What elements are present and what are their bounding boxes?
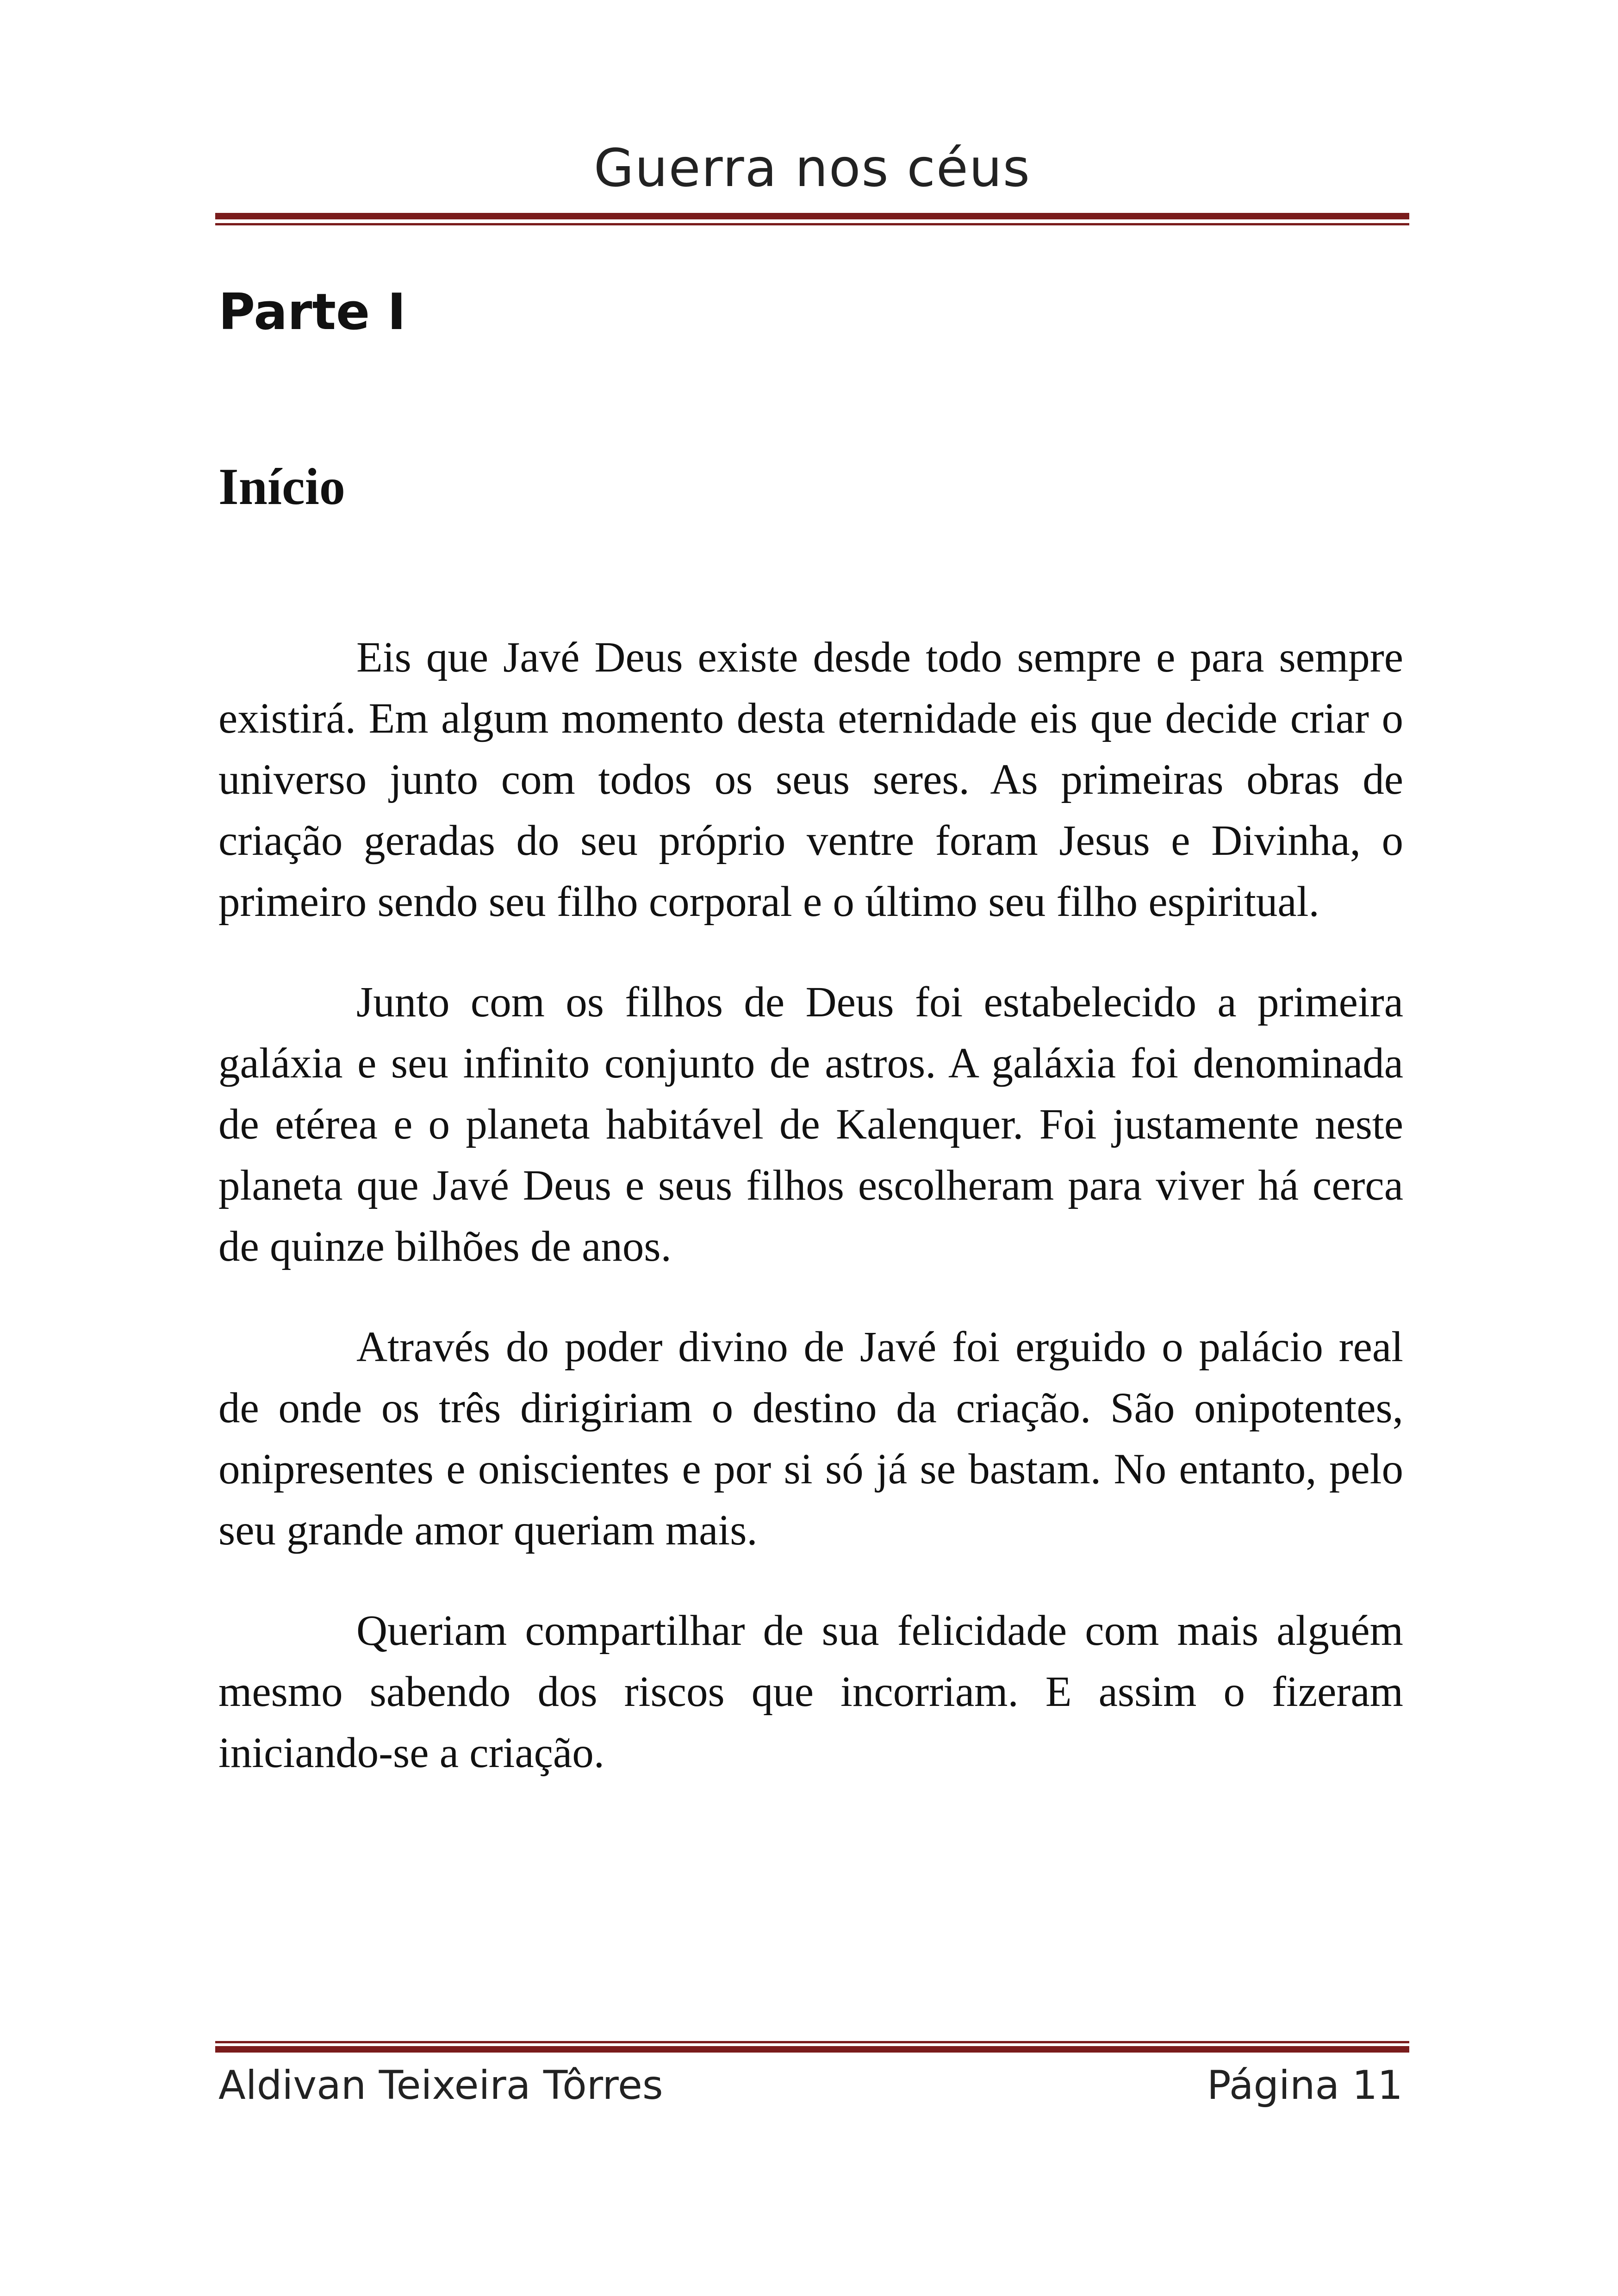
running-title: Guerra nos céus [593,138,1031,199]
header-rule-thick [215,213,1409,219]
footer-rule-thin [215,2041,1409,2043]
chapter-heading: Início [218,458,345,516]
footer-author: Aldivan Teixeira Tôrres [218,2062,663,2109]
paragraph: Junto com os filhos de Deus foi estabelecido a primeira galáxia e seu infinito conjunto de astros. A galáxia foi denominada de etérea e o planeta habitável de Kalenquer. Foi justamente neste planeta que Javé Deus e seus filhos escolheram para viver há cerca de quinze bilhões de anos. [218,978,1403,1270]
paragraph: Eis que Javé Deus existe desde todo sempre e para sempre existirá. Em algum momento desta eternidade eis que decide criar o universo junto com todos os seus seres. As primeiras obras de criação geradas do seu próprio ventre foram Jesus e Divinha, o primeiro sendo seu filho corporal e o último seu filho espiritual. [218,634,1403,926]
paragraph: Queriam compartilhar de sua felicidade com mais alguém mesmo sabendo dos riscos que incorriam. E assim o fizeram iniciando-se a criação. [218,1607,1403,1777]
part-heading: Parte I [218,283,406,341]
footer-rule-thick [215,2046,1409,2053]
header-rule-thin [215,223,1409,225]
page-number: Página 11 [1207,2062,1403,2109]
body-text [218,627,1403,1823]
paragraph: Através do poder divino de Javé foi erguido o palácio real de onde os três dirigiriam o destino da criação. São onipotentes, onipresentes e oniscientes e por si só já se bastam. No entanto, pelo seu grande amor queriam mais. [218,1323,1403,1554]
